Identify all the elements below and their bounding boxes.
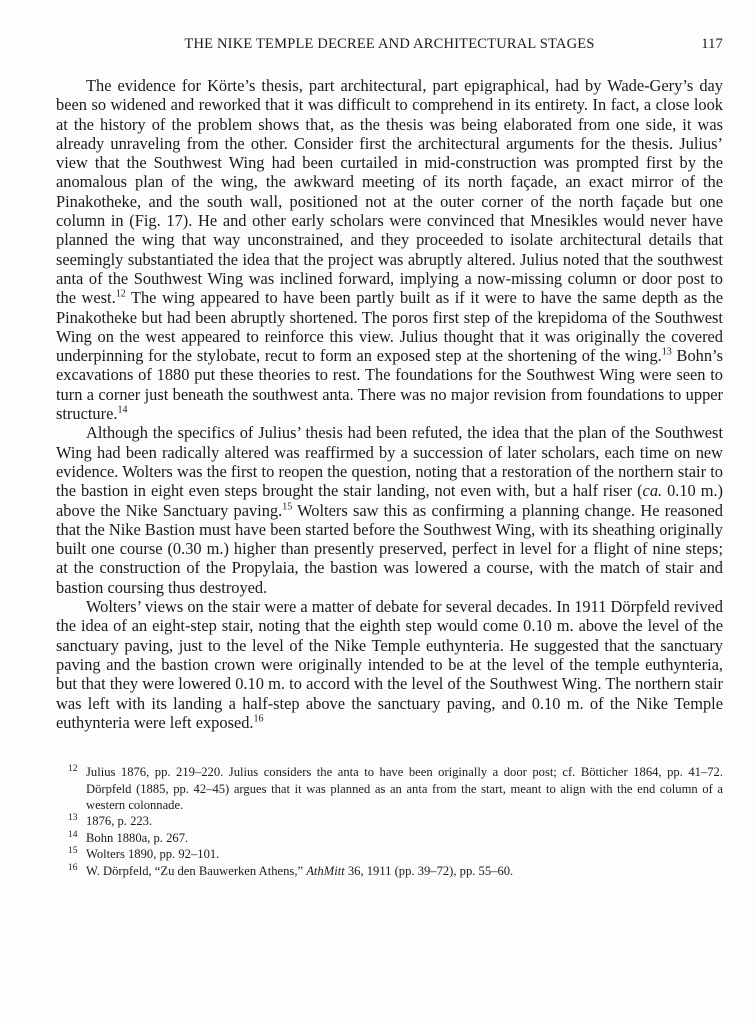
text-run: The evidence for Körte’s thesis, part architectural, part epigraphical, had by Wade-Gery’s day been so widened and reworked that it was difficult to comprehend in its entirety. In fact, a close look at the history of the problem shows that, as the thesis was being elaborated from one side, it was already unraveling from the other. Consider first the architectural arguments for the thesis. Julius’ view that the Southwest Wing had been curtailed in mid-construction was prompted first by the anomalous plan of the wing, the awkward meeting of its north façade, an exact mirror of the Pinakotheke, and the south wall, positioned not at the outer corner of the north façade but one column in (Fig. 17). He and other early scholars were convinced that Mnesikles would never have planned the wing that way unconstrained, and they proceeded to isolate architectural details that seemingly substantiated the idea that the project was abruptly altered. Julius noted that the southwest anta of the Southwest Wing was inclined forward, implying a now-missing column or door post to the west. xyxy=(56,76,723,308)
footnote-ref: 13 xyxy=(661,346,672,358)
footnote-number: 14 xyxy=(68,829,78,840)
text-run: 0.10 m.) above the Nike Sanctuary paving. xyxy=(56,481,723,520)
footnote-number: 15 xyxy=(68,846,78,857)
footnote-text xyxy=(86,864,513,878)
footnote-ref: 16 xyxy=(253,713,264,725)
text-run: The wing appeared to have been partly built as if it were to have the same depth as the Pinakotheke but had been abruptly shortened. The poros first step of the krepidoma of the Southwest Wing on the west appeared to reinforce this view. Julius thought that it was originally the covered underpinning for the stylobate, recut to form an exposed step at the shortening of the wing. xyxy=(56,288,723,366)
text-run: 1876, p. 223. xyxy=(86,814,153,829)
text-run: W. Dörpfeld, “Zu den Bauwerken Athens,” xyxy=(86,863,307,878)
footnote-ref: 12 xyxy=(115,288,126,300)
body-text xyxy=(56,76,723,732)
text-run: 36, 1911 (pp. 39–72), pp. 55–60. xyxy=(344,863,514,878)
footnote-number: 16 xyxy=(68,862,78,873)
footnote-ref: 15 xyxy=(282,501,293,513)
text-run: Wolters’ views on the stair were a matter of debate for several decades. In 1911 Dörpfeld revived the idea of an eight-step stair, noting that the eighth step would come 0.10 m. above the level of the sanctuary paving, just to the level of the Nike Temple euthynteria. He suggested that the sanctuary paving and the bastion crown were originally intended to be at the level of the temple euthynteria, but that they were lowered 0.10 m. to accord with the level of the Southwest Wing. The northern stair was left with its landing a half-step above the sanctuary paving, and 0.10 m. of the Nike Temple euthynteria were left exposed. xyxy=(56,597,723,732)
page-number: 117 xyxy=(701,36,723,52)
paragraph xyxy=(56,597,723,732)
text-run: Bohn’s excavations of 1880 put these theories to rest. The foundations for the Southwest Wing were seen to turn a corner just beneath the southwest anta. There was no major revision from foundations to upper structure. xyxy=(56,346,723,424)
footnote xyxy=(56,764,723,813)
text-run: Wolters 1890, pp. 92–101. xyxy=(86,847,220,862)
italic-text: AthMitt xyxy=(306,863,345,878)
footnote-ref: 14 xyxy=(117,404,128,416)
footnote-text xyxy=(86,847,219,861)
text-run: Wolters saw this as confirming a planning change. He reasoned that the Nike Bastion must have been started before the Southwest Wing, with its sheathing originally built one course (0.30 m.) higher than presently preserved, perfect in level for a flight of nine steps; at the construction of the Propylaia, the bastion was lowered a course, with the match of stair and bastion coursing thus destroyed. xyxy=(56,500,723,597)
text-run: Bohn 1880a, p. 267. xyxy=(86,830,189,845)
italic-text: ca. xyxy=(642,481,663,501)
footnote-number: 12 xyxy=(68,764,78,775)
running-header xyxy=(56,36,723,60)
paragraph xyxy=(56,76,723,423)
footnote-text xyxy=(86,831,188,845)
paragraph xyxy=(56,423,723,597)
footnote xyxy=(56,813,723,829)
running-title: THE NIKE TEMPLE DECREE AND ARCHITECTURAL STAGES xyxy=(184,36,595,52)
book-page xyxy=(56,36,723,879)
text-run: Julius 1876, pp. 219–220. Julius considers the anta to have been originally a door post; cf. Bötticher 1864, pp. 41–72. Dörpfeld (1885, pp. 42–45) argues that it was planned as an anta from the start, meant to align with the end column of a western colonnade. xyxy=(86,765,723,812)
footnote-number: 13 xyxy=(68,813,78,824)
footnote xyxy=(56,863,723,879)
text-run: Although the specifics of Julius’ thesis had been refuted, the idea that the plan of the Southwest Wing had been radically altered was reaffirmed by a succession of later scholars, each time on new evidence. Wolters was the first to reopen the question, noting that a restoration of the northern stair to the bastion in eight even steps brought the stair landing, not even with, but a half riser ( xyxy=(56,423,723,501)
footnotes xyxy=(56,764,723,879)
footnote xyxy=(56,846,723,862)
footnote-text xyxy=(86,814,152,828)
footnote xyxy=(56,830,723,846)
footnote-text xyxy=(86,765,723,812)
